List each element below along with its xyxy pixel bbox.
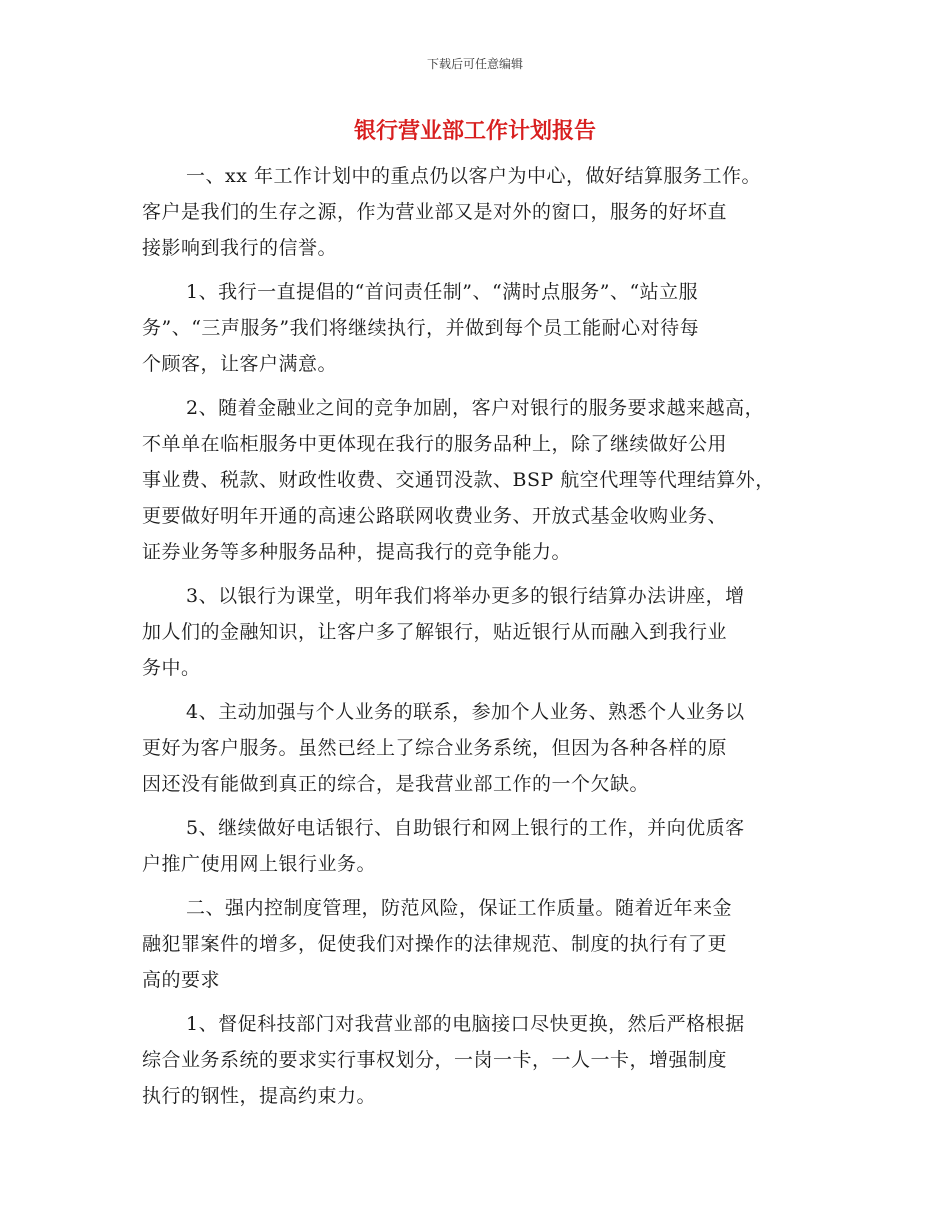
text-line: 证券业务等多种服务品种，提高我行的竞争能力。 bbox=[142, 541, 572, 563]
text-line: 因还没有能做到真正的综合，是我营业部工作的一个欠缺。 bbox=[142, 773, 650, 795]
text-line: 高的要求 bbox=[142, 969, 221, 991]
paragraph bbox=[142, 274, 822, 382]
document-title: 银行营业部工作计划报告 bbox=[353, 119, 596, 144]
text-line: 不单单在临柜服务中更体现在我行的服务品种上，除了继续做好公用 bbox=[142, 433, 728, 455]
text-line: 4、主动加强与个人业务的联系，参加个人业务、熟悉个人业务以 bbox=[186, 701, 745, 723]
text-line: 3、以银行为课堂，明年我们将举办更多的银行结算办法讲座，增 bbox=[186, 585, 745, 607]
text-line: 更好为客户服务。虽然已经上了综合业务系统，但因为各种各样的原 bbox=[142, 737, 728, 759]
text-line: 1、督促科技部门对我营业部的电脑接口尽快更换，然后严格根据 bbox=[186, 1013, 745, 1035]
text-line: 个顾客，让客户满意。 bbox=[142, 353, 338, 375]
text-line: 客户是我们的生存之源，作为营业部又是对外的窗口，服务的好坏直 bbox=[142, 201, 728, 223]
text-line: 综合业务系统的要求实行事权划分，一岗一卡，一人一卡，增强制度 bbox=[142, 1049, 728, 1071]
text-line: 事业费、税款、财政性收费、交通罚没款、BSP 航空代理等代理结算外， bbox=[142, 469, 775, 491]
paragraph bbox=[142, 1006, 822, 1114]
text-line: 加人们的金融知识，让客户多了解银行，贴近银行从而融入到我行业 bbox=[142, 621, 728, 643]
text-line: 务中。 bbox=[142, 657, 201, 679]
text-line: 2、随着金融业之间的竞争加剧，客户对银行的服务要求越来越高， bbox=[186, 397, 765, 419]
text-line: 执行的钢性，提高约束力。 bbox=[142, 1085, 377, 1107]
text-line: 更要做好明年开通的高速公路联网收费业务、开放式基金收购业务、 bbox=[142, 505, 728, 527]
paragraph bbox=[142, 694, 822, 802]
header-note: 下载后可任意编辑 bbox=[426, 57, 523, 71]
text-line: 接影响到我行的信誉。 bbox=[142, 237, 338, 259]
paragraph bbox=[142, 810, 822, 882]
paragraph bbox=[142, 390, 822, 570]
paragraph bbox=[142, 158, 822, 266]
text-line: 务”、“三声服务”我们将继续执行，并做到每个员工能耐心对待每 bbox=[142, 317, 700, 339]
document-body bbox=[142, 158, 822, 1122]
paragraph bbox=[142, 578, 822, 686]
text-line: 一、xx 年工作计划中的重点仍以客户为中心，做好结算服务工作。 bbox=[186, 165, 761, 187]
text-line: 二、强内控制度管理，防范风险，保证工作质量。随着近年来金 bbox=[186, 897, 733, 919]
paragraph bbox=[142, 890, 822, 998]
text-line: 1、我行一直提倡的“首问责任制”、“满时点服务”、“站立服 bbox=[186, 281, 699, 303]
text-line: 5、继续做好电话银行、自助银行和网上银行的工作，并向优质客 bbox=[186, 817, 745, 839]
text-line: 户推广使用网上银行业务。 bbox=[142, 853, 377, 875]
text-line: 融犯罪案件的增多，促使我们对操作的法律规范、制度的执行有了更 bbox=[142, 933, 728, 955]
